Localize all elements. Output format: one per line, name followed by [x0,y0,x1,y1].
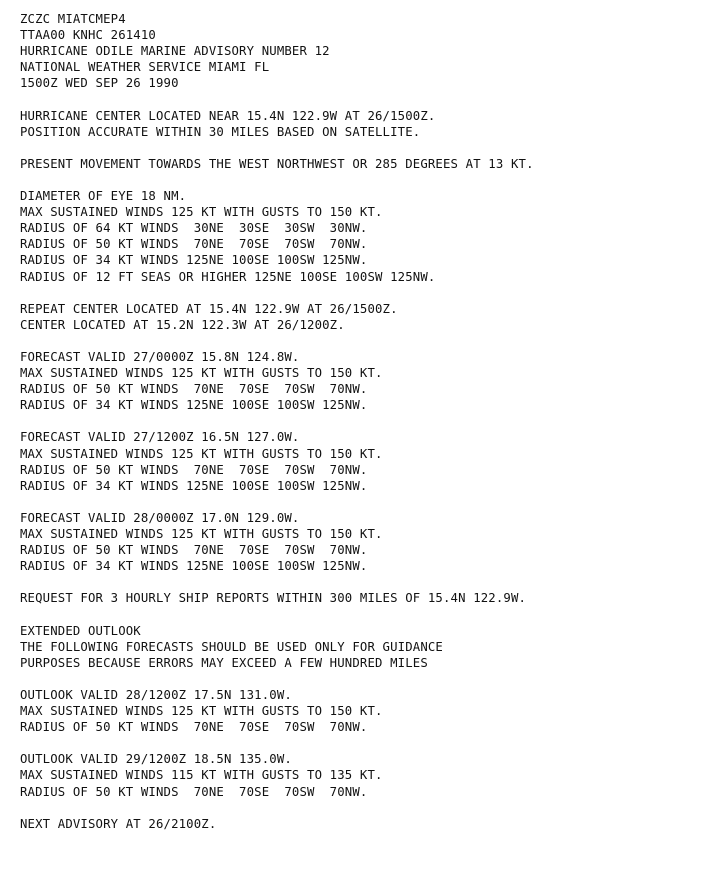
text-line: CENTER LOCATED AT 15.2N 122.3W AT 26/1200Z. [20,317,345,332]
text-line: PRESENT MOVEMENT TOWARDS THE WEST NORTHWEST OR 285 DEGREES AT 13 KT. [20,156,534,171]
text-line: RADIUS OF 50 KT WINDS 70NE 70SE 70SW 70NW. [20,784,368,799]
text-line: EXTENDED OUTLOOK [20,623,141,638]
text-line: MAX SUSTAINED WINDS 125 KT WITH GUSTS TO 150 KT. [20,527,383,541]
text-line: REPEAT CENTER LOCATED AT 15.4N 122.9W AT 26/1500Z. [20,301,398,316]
text-line: PURPOSES BECAUSE ERRORS MAY EXCEED A FEW HUNDRED MILES [20,655,428,670]
repeat-center-block [20,301,710,333]
text-line: MAX SUSTAINED WINDS 125 KT WITH GUSTS TO 150 KT. [20,446,383,461]
text-line: RADIUS OF 34 KT WINDS 125NE 100SE 100SW 125NW. [20,398,368,413]
text-line: MAX SUSTAINED WINDS 115 KT WITH GUSTS TO 135 KT. [20,768,383,783]
forecast-block [20,429,710,493]
issuing-office: NATIONAL WEATHER SERVICE MIAMI FL [20,60,270,75]
extended-outlook-block [20,623,710,671]
text-line: RADIUS OF 34 KT WINDS 125NE 100SE 100SW 125NW. [20,559,368,574]
advisory-title: HURRICANE ODILE MARINE ADVISORY NUMBER 12 [20,44,330,59]
text-line: RADIUS OF 50 KT WINDS 70NE 70SE 70SW 70NW. [20,462,368,477]
ship-report-request-block [20,590,710,606]
text-line: MAX SUSTAINED WINDS 125 KT WITH GUSTS TO 150 KT. [20,366,383,381]
outlook-block [20,751,710,799]
text-line: RADIUS OF 50 KT WINDS 70NE 70SE 70SW 70NW. [20,720,368,735]
marine-advisory-document [20,11,710,848]
text-line: RADIUS OF 50 KT WINDS 70NE 70SE 70SW 70NW. [20,382,368,397]
text-line: RADIUS OF 12 FT SEAS OR HIGHER 125NE 100SE 100SW 125NW. [20,269,436,284]
text-line: POSITION ACCURATE WITHIN 30 MILES BASED ON SATELLITE. [20,124,421,139]
current-conditions-block [20,188,710,285]
text-line: MAX SUSTAINED WINDS 125 KT WITH GUSTS TO 150 KT. [20,704,383,719]
text-line: DIAMETER OF EYE 18 NM. [20,189,187,204]
text-line: RADIUS OF 64 KT WINDS 30NE 30SE 30SW 30NW. [20,221,368,236]
text-line: OUTLOOK VALID 28/1200Z 17.5N 131.0W. [20,687,292,702]
movement-block [20,156,710,172]
issue-time: 1500Z WED SEP 26 1990 [20,76,179,91]
forecast-block [20,349,710,413]
center-location-block [20,108,710,140]
header-block [20,11,710,91]
bulletin-id: ZCZC MIATCMEP4 [20,12,126,26]
text-line: FORECAST VALID 28/0000Z 17.0N 129.0W. [20,510,300,525]
text-line: FORECAST VALID 27/1200Z 16.5N 127.0W. [20,430,300,445]
text-line: RADIUS OF 34 KT WINDS 125NE 100SE 100SW 125NW. [20,478,368,493]
text-line: REQUEST FOR 3 HOURLY SHIP REPORTS WITHIN 300 MILES OF 15.4N 122.9W. [20,591,527,606]
text-line: MAX SUSTAINED WINDS 125 KT WITH GUSTS TO 150 KT. [20,205,383,220]
text-line: RADIUS OF 50 KT WINDS 70NE 70SE 70SW 70NW. [20,237,368,252]
text-line: NEXT ADVISORY AT 26/2100Z. [20,816,217,831]
text-line: OUTLOOK VALID 29/1200Z 18.5N 135.0W. [20,752,292,767]
text-line: THE FOLLOWING FORECASTS SHOULD BE USED ONLY FOR GUIDANCE [20,639,443,654]
text-line: RADIUS OF 50 KT WINDS 70NE 70SE 70SW 70NW. [20,543,368,558]
text-line: RADIUS OF 34 KT WINDS 125NE 100SE 100SW 125NW. [20,253,368,268]
outlook-block [20,687,710,735]
text-line: FORECAST VALID 27/0000Z 15.8N 124.8W. [20,349,300,364]
forecast-block [20,510,710,574]
next-advisory-block [20,816,710,832]
text-line: HURRICANE CENTER LOCATED NEAR 15.4N 122.9W AT 26/1500Z. [20,108,436,123]
wmo-header: TTAA00 KNHC 261410 [20,28,156,43]
